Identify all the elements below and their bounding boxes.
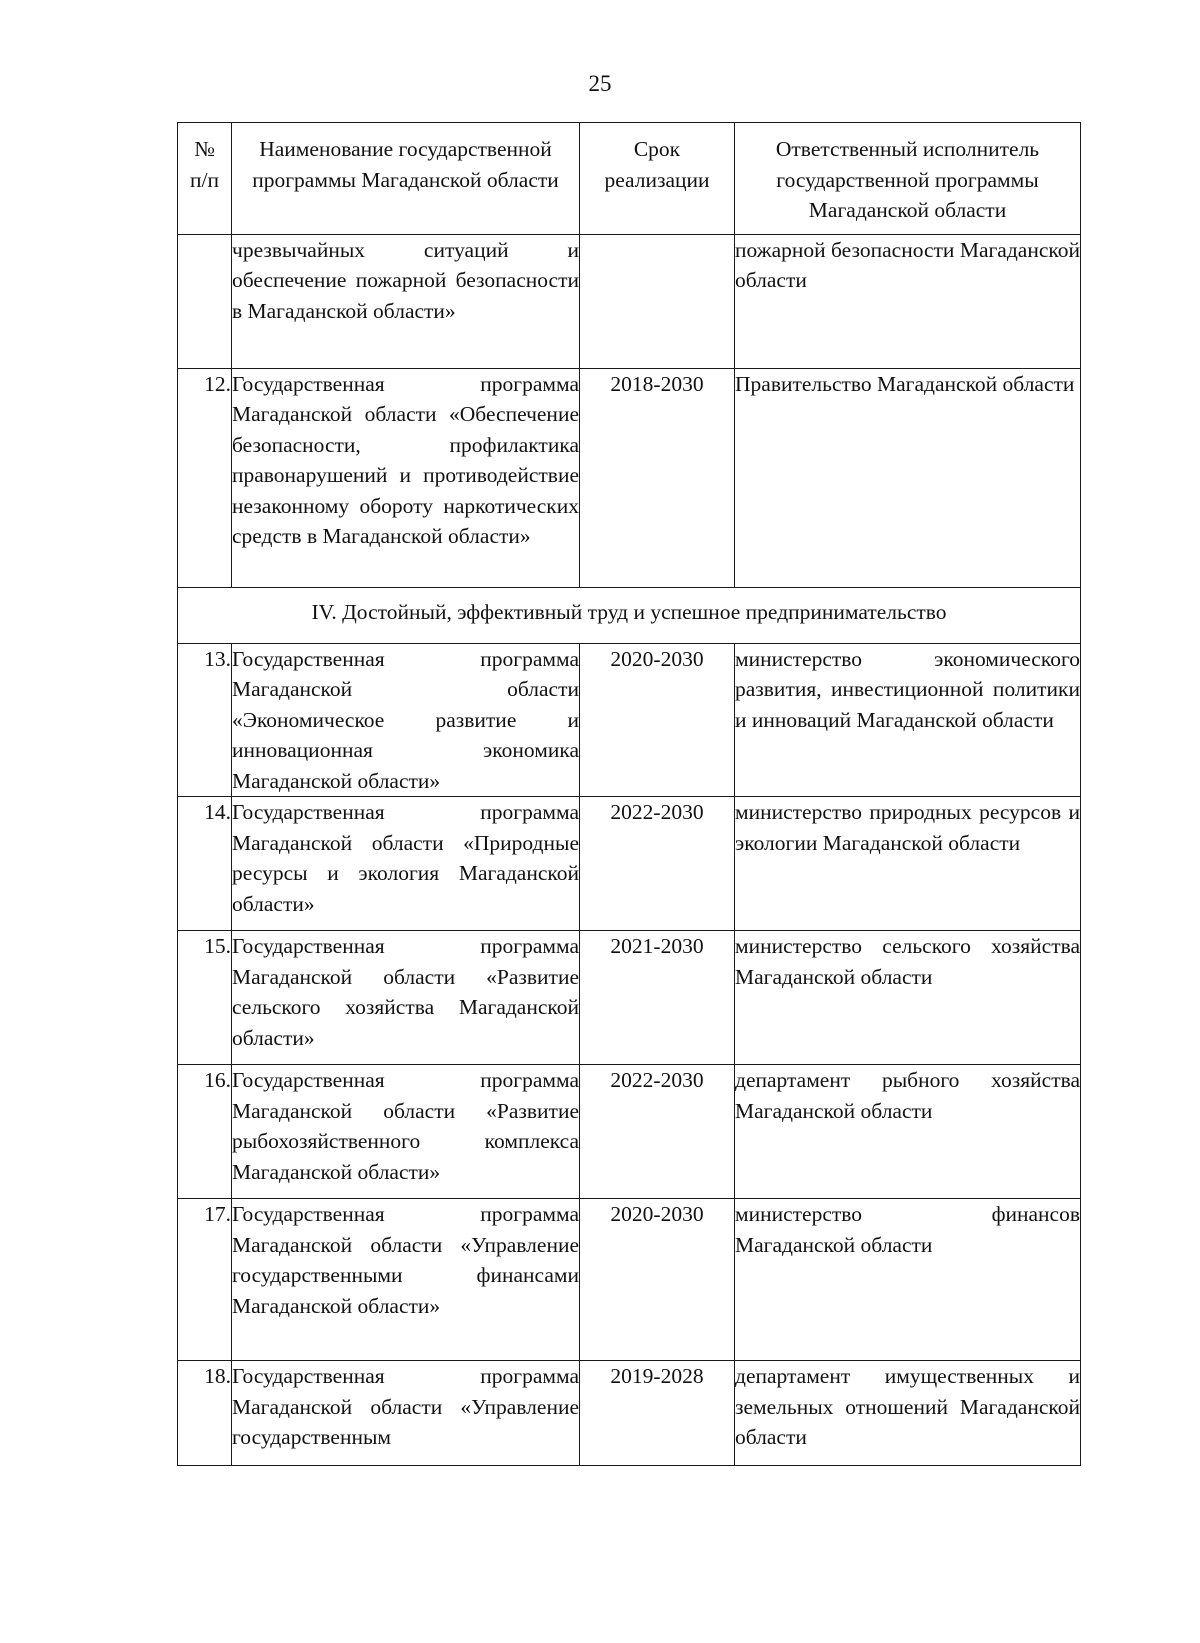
table-row-14 <box>178 797 1081 931</box>
table-row-12 <box>178 368 1081 587</box>
table-row-15 <box>178 931 1081 1065</box>
table-row-continuation <box>178 234 1081 368</box>
cell-term: 2022-2030 <box>580 797 735 931</box>
cell-num: 16. <box>178 1065 232 1199</box>
cell-name: Государственная программа Магаданской области «Управление государственными финансами Магаданской области» <box>232 1199 580 1361</box>
section-heading: IV. Достойный, эффективный труд и успешное предпринимательство <box>178 587 1081 643</box>
header-row <box>178 123 1081 235</box>
cell-num: 12. <box>178 368 232 587</box>
table-row-18 <box>178 1361 1081 1466</box>
cell-num: 15. <box>178 931 232 1065</box>
table-row-13 <box>178 643 1081 797</box>
table-row-16 <box>178 1065 1081 1199</box>
cell-num: 18. <box>178 1361 232 1466</box>
cell-term: 2020-2030 <box>580 1199 735 1361</box>
table-row-17 <box>178 1199 1081 1361</box>
cell-name: Государственная программа Магаданской области «Обеспечение безопасности, профилактика правонарушений и противодействие незаконному обороту наркотических средств в Магаданской области» <box>232 368 580 587</box>
cell-executor: Правительство Магаданской области <box>735 368 1081 587</box>
page-number: 25 <box>588 71 612 96</box>
header-term: Срок реализации <box>580 123 735 235</box>
cell-term: 2019-2028 <box>580 1361 735 1466</box>
header-name: Наименование государственной программы Магаданской области <box>232 123 580 235</box>
section-row-iv <box>178 587 1081 643</box>
cell-name: чрезвычайных ситуаций и обеспечение пожарной безопасности в Магаданской области» <box>232 234 580 368</box>
cell-executor: департамент имущественных и земельных отношений Магаданской области <box>735 1361 1081 1466</box>
header-num: № п/п <box>178 123 232 235</box>
programs-table <box>177 122 1081 1466</box>
cell-executor: департамент рыбного хозяйства Магаданской области <box>735 1065 1081 1199</box>
cell-name: Государственная программа Магаданской области «Развитие рыбохозяйственного комплекса Магаданской области» <box>232 1065 580 1199</box>
cell-term <box>580 234 735 368</box>
cell-num <box>178 234 232 368</box>
cell-term: 2022-2030 <box>580 1065 735 1199</box>
cell-executor: министерство финансов Магаданской области <box>735 1199 1081 1361</box>
cell-num: 14. <box>178 797 232 931</box>
cell-name: Государственная программа Магаданской области «Экономическое развитие и инновационная экономика Магаданской области» <box>232 643 580 797</box>
cell-name: Государственная программа Магаданской области «Управление государственным <box>232 1361 580 1466</box>
header-executor: Ответственный исполнитель государственной программы Магаданской области <box>735 123 1081 235</box>
cell-term: 2021-2030 <box>580 931 735 1065</box>
cell-name: Государственная программа Магаданской области «Природные ресурсы и экология Магаданской области» <box>232 797 580 931</box>
cell-executor: министерство природных ресурсов и экологии Магаданской области <box>735 797 1081 931</box>
cell-num: 13. <box>178 643 232 797</box>
cell-name: Государственная программа Магаданской области «Развитие сельского хозяйства Магаданской области» <box>232 931 580 1065</box>
cell-executor: министерство экономического развития, инвестиционной политики и инноваций Магаданской области <box>735 643 1081 797</box>
cell-term: 2020-2030 <box>580 643 735 797</box>
cell-executor: министерство сельского хозяйства Магаданской области <box>735 931 1081 1065</box>
cell-executor: пожарной безопасности Магаданской области <box>735 234 1081 368</box>
cell-num: 17. <box>178 1199 232 1361</box>
cell-term: 2018-2030 <box>580 368 735 587</box>
